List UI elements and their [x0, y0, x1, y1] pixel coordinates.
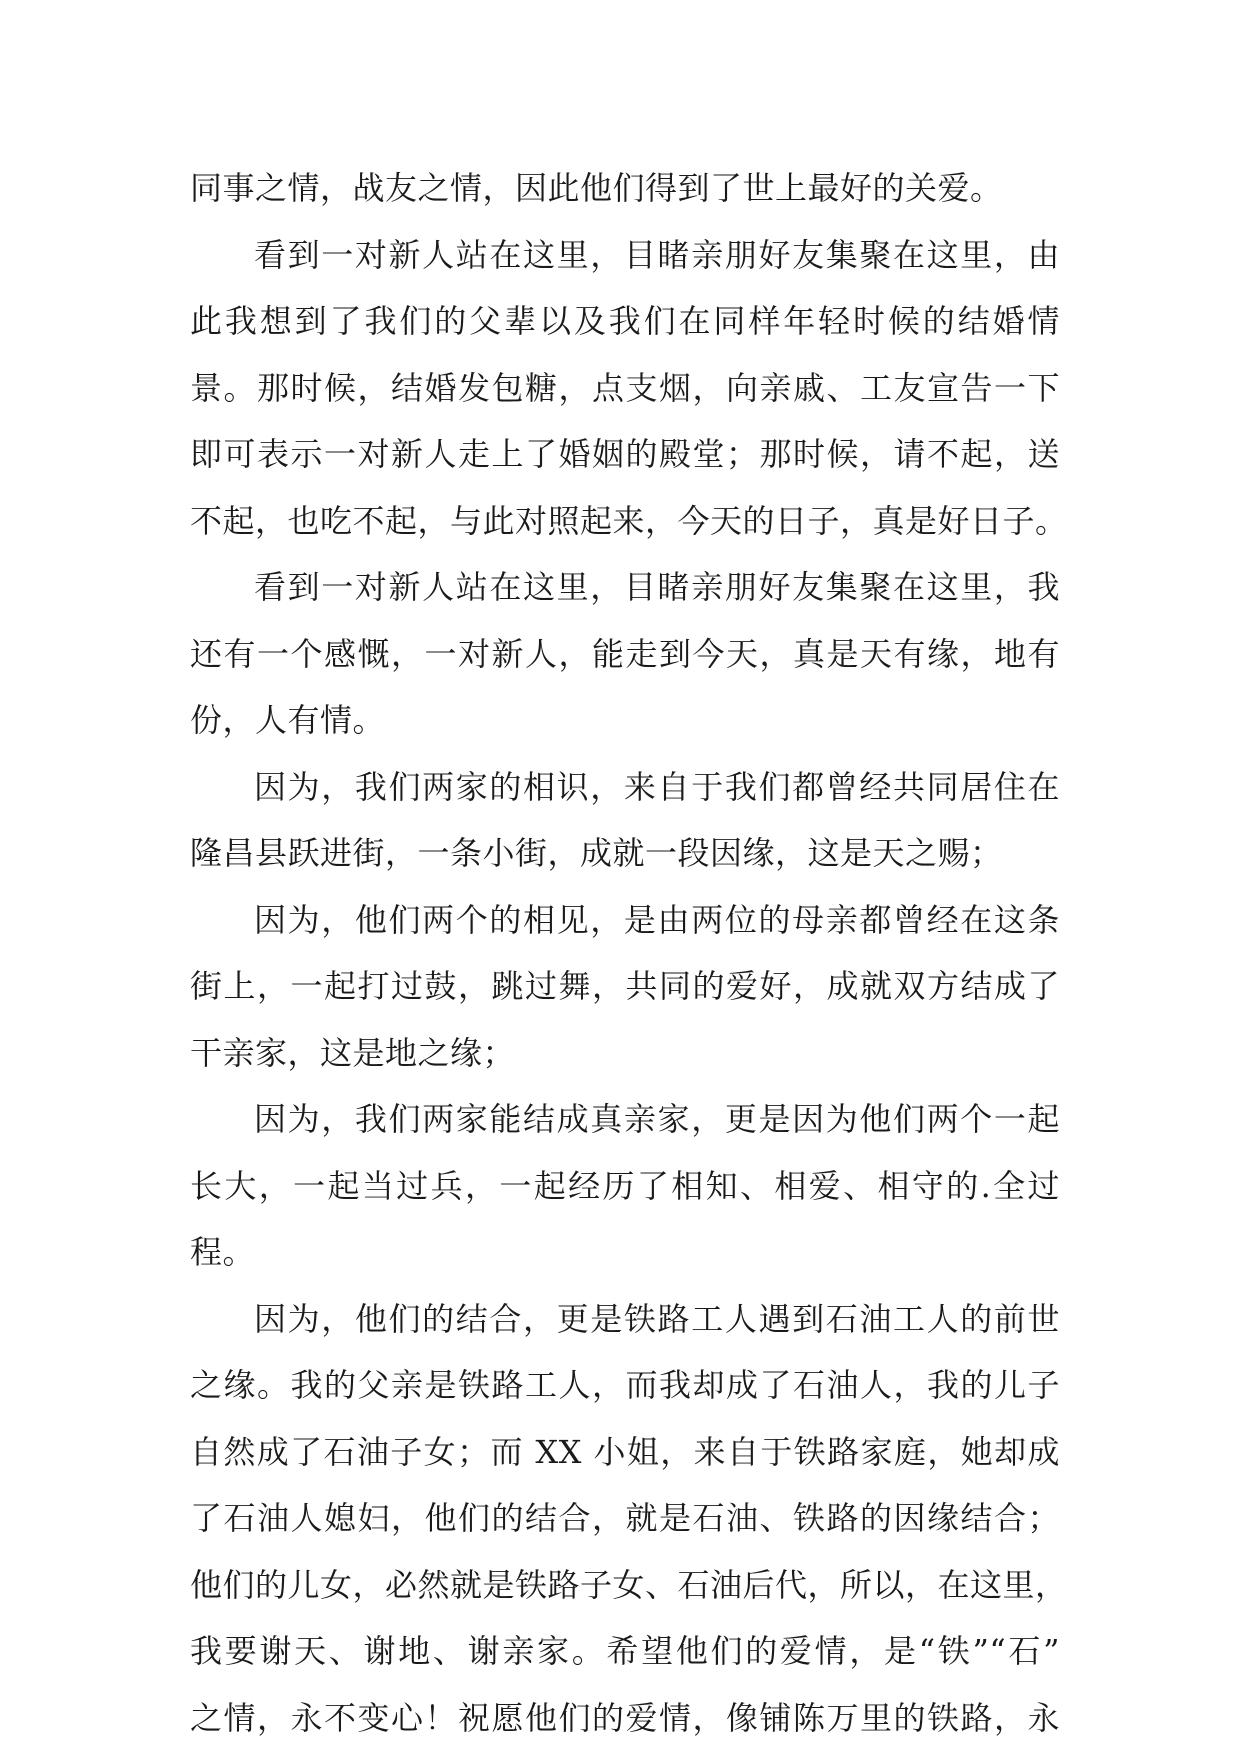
text-line: 景。那时候，结婚发包糖，点支烟，向亲戚、工友宣告一下	[190, 368, 1060, 407]
text-line: 不起，也吃不起，与此对照起来，今天的日子，真是好日子。	[190, 501, 1068, 540]
text-line: 因为，他们两个的相见，是由两位的母亲都曾经在这条	[254, 900, 1060, 939]
text-line: 自然成了石油子女；而 XX 小姐，来自于铁路家庭，她却成	[190, 1432, 1060, 1471]
text-line: 长大，一起当过兵，一起经历了相知、相爱、相守的.全过	[190, 1166, 1060, 1205]
text-line: 此我想到了我们的父辈以及我们在同样年轻时候的结婚情	[190, 302, 1060, 340]
text-line: 看到一对新人站在这里，目睹亲朋好友集聚在这里，我	[254, 568, 1060, 606]
document-body	[190, 155, 1068, 1751]
text-line: 之情，永不变心！祝愿他们的爱情，像铺陈万里的铁路，永	[190, 1698, 1060, 1737]
text-line: 街上，一起打过鼓，跳过舞，共同的爱好，成就双方结成了	[190, 967, 1060, 1005]
text-line: 因为，我们两家的相识，来自于我们都曾经共同居住在	[254, 767, 1060, 806]
text-line: 因为，他们的结合，更是铁路工人遇到石油工人的前世	[254, 1299, 1060, 1338]
text-line: 了石油人媳妇，他们的结合，就是石油、铁路的因缘结合；	[190, 1499, 1060, 1537]
text-line: 他们的儿女，必然就是铁路子女、石油后代，所以，在这里，	[190, 1565, 1068, 1604]
text-line: 份，人有情。	[190, 701, 386, 739]
text-line: 因为，我们两家能结成真亲家，更是因为他们两个一起	[254, 1100, 1060, 1138]
text-line: 同事之情，战友之情，因此他们得到了世上最好的关爱。	[190, 169, 1003, 207]
text-line: 看到一对新人站在这里，目睹亲朋好友集聚在这里，由	[254, 235, 1060, 274]
text-line: 干亲家，这是地之缘；	[190, 1033, 516, 1072]
text-line: 程。	[190, 1233, 256, 1271]
text-line: 还有一个感慨，一对新人，能走到今天，真是天有缘，地有	[190, 634, 1060, 673]
text-line: 即可表示一对新人走上了婚姻的殿堂；那时候，请不起，送	[190, 435, 1060, 473]
text-line: 隆昌县跃进街，一条小街，成就一段因缘，这是天之赐；	[190, 834, 1003, 872]
text-line: 我要谢天、谢地、谢亲家。希望他们的爱情，是“铁”“石”	[190, 1632, 1060, 1670]
text-line: 之缘。我的父亲是铁路工人，而我却成了石油人，我的儿子	[190, 1366, 1060, 1404]
